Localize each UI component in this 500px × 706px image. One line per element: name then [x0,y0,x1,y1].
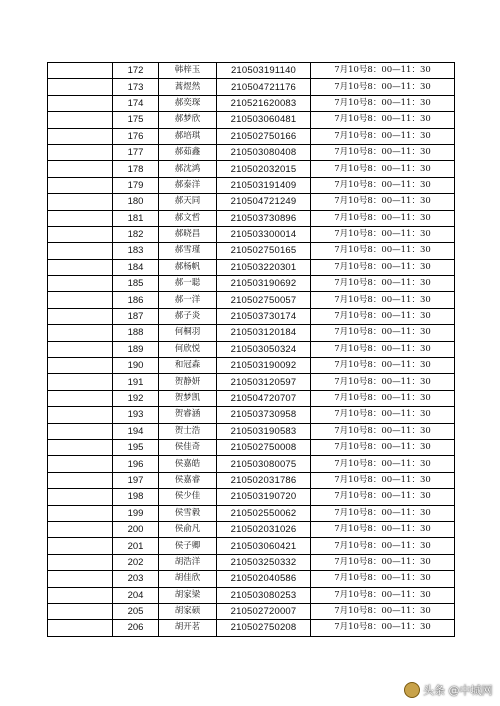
exam-id-cell: 210502040586 [217,571,311,587]
row-number-cell: 178 [113,161,159,177]
blank-cell [48,341,113,357]
row-number-cell: 182 [113,226,159,242]
student-name-cell: 郝沈鸿 [159,161,217,177]
blank-cell [48,194,113,210]
row-number-cell: 177 [113,144,159,160]
table-row [48,243,455,259]
site-logo-icon [404,682,420,698]
student-name-cell: 贺睿涵 [159,407,217,423]
student-name-cell: 胡浩洋 [159,554,217,570]
student-name-cell: 侯雪毅 [159,505,217,521]
table-row [48,374,455,390]
student-name-cell: 胡家硕 [159,603,217,619]
exam-id-cell: 210504721249 [217,194,311,210]
row-number-cell: 191 [113,374,159,390]
schedule-time-cell: 7月10号8：00—11：30 [311,390,455,406]
exam-id-cell: 210502550062 [217,505,311,521]
schedule-time-cell: 7月10号8：00—11：30 [311,587,455,603]
table-row [48,505,455,521]
schedule-time-cell: 7月10号8：00—11：30 [311,95,455,111]
row-number-cell: 194 [113,423,159,439]
table-row [48,79,455,95]
table-row [48,472,455,488]
row-number-cell: 183 [113,243,159,259]
blank-cell [48,63,113,79]
exam-id-cell: 210503080253 [217,587,311,603]
blank-cell [48,603,113,619]
blank-cell [48,276,113,292]
student-name-cell: 郝雪瑾 [159,243,217,259]
exam-id-cell: 210503060421 [217,538,311,554]
blank-cell [48,407,113,423]
schedule-time-cell: 7月10号8：00—11：30 [311,571,455,587]
blank-cell [48,472,113,488]
roster-table [47,62,455,637]
blank-cell [48,79,113,95]
student-name-cell: 侯子卿 [159,538,217,554]
student-name-cell: 郝梦欣 [159,112,217,128]
exam-id-cell: 210503300014 [217,226,311,242]
blank-cell [48,390,113,406]
blank-cell [48,325,113,341]
blank-cell [48,210,113,226]
exam-id-cell: 210503730958 [217,407,311,423]
blank-cell [48,521,113,537]
row-number-cell: 180 [113,194,159,210]
exam-id-cell: 210503050324 [217,341,311,357]
schedule-time-cell: 7月10号8：00—11：30 [311,325,455,341]
schedule-time-cell: 7月10号8：00—11：30 [311,358,455,374]
exam-id-cell: 210502031786 [217,472,311,488]
schedule-time-cell: 7月10号8：00—11：30 [311,423,455,439]
table-row [48,358,455,374]
student-name-cell: 蒿煜然 [159,79,217,95]
blank-cell [48,358,113,374]
schedule-time-cell: 7月10号8：00—11：30 [311,439,455,455]
student-name-cell: 侯嘉皓 [159,456,217,472]
student-name-cell: 郝茹鑫 [159,144,217,160]
student-name-cell: 贺梦凯 [159,390,217,406]
blank-cell [48,112,113,128]
blank-cell [48,226,113,242]
student-name-cell: 郝子炎 [159,308,217,324]
blank-cell [48,620,113,636]
blank-cell [48,292,113,308]
blank-cell [48,489,113,505]
row-number-cell: 189 [113,341,159,357]
exam-id-cell: 210504721176 [217,79,311,95]
schedule-time-cell: 7月10号8：00—11：30 [311,620,455,636]
table-row [48,95,455,111]
row-number-cell: 195 [113,439,159,455]
table-row [48,603,455,619]
exam-id-cell: 210503190720 [217,489,311,505]
watermark-text: 头条 @中城网 [423,684,493,697]
blank-cell [48,571,113,587]
blank-cell [48,423,113,439]
row-number-cell: 188 [113,325,159,341]
row-number-cell: 197 [113,472,159,488]
table-row [48,390,455,406]
blank-cell [48,95,113,111]
blank-cell [48,554,113,570]
schedule-time-cell: 7月10号8：00—11：30 [311,112,455,128]
blank-cell [48,161,113,177]
row-number-cell: 179 [113,177,159,193]
exam-id-cell: 210502750008 [217,439,311,455]
schedule-time-cell: 7月10号8：00—11：30 [311,161,455,177]
schedule-time-cell: 7月10号8：00—11：30 [311,538,455,554]
schedule-time-cell: 7月10号8：00—11：30 [311,308,455,324]
table-row [48,292,455,308]
table-row [48,128,455,144]
table-row [48,210,455,226]
table-row [48,194,455,210]
student-name-cell: 胡佳欣 [159,571,217,587]
row-number-cell: 201 [113,538,159,554]
student-name-cell: 何欣悦 [159,341,217,357]
student-name-cell: 胡开茗 [159,620,217,636]
schedule-time-cell: 7月10号8：00—11：30 [311,226,455,242]
table-row [48,276,455,292]
exam-id-cell: 210503191409 [217,177,311,193]
roster-table-body [48,63,455,637]
row-number-cell: 181 [113,210,159,226]
row-number-cell: 202 [113,554,159,570]
table-row [48,144,455,160]
row-number-cell: 200 [113,521,159,537]
table-row [48,456,455,472]
schedule-time-cell: 7月10号8：00—11：30 [311,63,455,79]
schedule-time-cell: 7月10号8：00—11：30 [311,521,455,537]
blank-cell [48,177,113,193]
table-row [48,554,455,570]
schedule-time-cell: 7月10号8：00—11：30 [311,79,455,95]
schedule-time-cell: 7月10号8：00—11：30 [311,489,455,505]
student-name-cell: 郝晓昌 [159,226,217,242]
table-row [48,587,455,603]
schedule-time-cell: 7月10号8：00—11：30 [311,505,455,521]
exam-id-cell: 210503080408 [217,144,311,160]
schedule-time-cell: 7月10号8：00—11：30 [311,407,455,423]
exam-id-cell: 210503060481 [217,112,311,128]
schedule-time-cell: 7月10号8：00—11：30 [311,128,455,144]
row-number-cell: 175 [113,112,159,128]
exam-id-cell: 210502032015 [217,161,311,177]
exam-id-cell: 210503080075 [217,456,311,472]
schedule-time-cell: 7月10号8：00—11：30 [311,341,455,357]
exam-id-cell: 210502750208 [217,620,311,636]
table-row [48,423,455,439]
blank-cell [48,243,113,259]
blank-cell [48,144,113,160]
table-row [48,571,455,587]
table-row [48,620,455,636]
schedule-time-cell: 7月10号8：00—11：30 [311,243,455,259]
table-row [48,439,455,455]
blank-cell [48,439,113,455]
table-row [48,489,455,505]
table-row [48,325,455,341]
student-name-cell: 郝泰洋 [159,177,217,193]
blank-cell [48,308,113,324]
exam-id-cell: 210503730174 [217,308,311,324]
row-number-cell: 174 [113,95,159,111]
table-row [48,226,455,242]
row-number-cell: 192 [113,390,159,406]
schedule-time-cell: 7月10号8：00—11：30 [311,194,455,210]
blank-cell [48,538,113,554]
row-number-cell: 204 [113,587,159,603]
blank-cell [48,587,113,603]
student-name-cell: 和冠森 [159,358,217,374]
exam-id-cell: 210504720707 [217,390,311,406]
schedule-time-cell: 7月10号8：00—11：30 [311,144,455,160]
schedule-time-cell: 7月10号8：00—11：30 [311,374,455,390]
schedule-time-cell: 7月10号8：00—11：30 [311,603,455,619]
row-number-cell: 196 [113,456,159,472]
table-row [48,538,455,554]
exam-id-cell: 210502720007 [217,603,311,619]
student-name-cell: 郝杨帆 [159,259,217,275]
exam-id-cell: 210502750057 [217,292,311,308]
student-name-cell: 侯少佳 [159,489,217,505]
exam-id-cell: 210502031026 [217,521,311,537]
table-row [48,341,455,357]
row-number-cell: 203 [113,571,159,587]
watermark [404,682,493,698]
row-number-cell: 190 [113,358,159,374]
table-row [48,259,455,275]
schedule-time-cell: 7月10号8：00—11：30 [311,472,455,488]
schedule-time-cell: 7月10号8：00—11：30 [311,456,455,472]
exam-id-cell: 210503120184 [217,325,311,341]
table-row [48,161,455,177]
blank-cell [48,128,113,144]
table-row [48,177,455,193]
exam-id-cell: 210503120597 [217,374,311,390]
schedule-time-cell: 7月10号8：00—11：30 [311,210,455,226]
student-name-cell: 郝文哲 [159,210,217,226]
row-number-cell: 176 [113,128,159,144]
row-number-cell: 187 [113,308,159,324]
student-name-cell: 侯佳奇 [159,439,217,455]
student-name-cell: 贺士浩 [159,423,217,439]
exam-id-cell: 210503191140 [217,63,311,79]
row-number-cell: 206 [113,620,159,636]
schedule-time-cell: 7月10号8：00—11：30 [311,554,455,570]
exam-id-cell: 210503190583 [217,423,311,439]
student-name-cell: 郝一洋 [159,292,217,308]
row-number-cell: 173 [113,79,159,95]
exam-id-cell: 210521620083 [217,95,311,111]
blank-cell [48,259,113,275]
exam-id-cell: 210503190692 [217,276,311,292]
blank-cell [48,505,113,521]
student-name-cell: 韩梓玉 [159,63,217,79]
table-row [48,63,455,79]
row-number-cell: 185 [113,276,159,292]
row-number-cell: 184 [113,259,159,275]
student-name-cell: 胡家梁 [159,587,217,603]
blank-cell [48,456,113,472]
schedule-time-cell: 7月10号8：00—11：30 [311,276,455,292]
exam-id-cell: 210502750166 [217,128,311,144]
student-name-cell: 郝培琪 [159,128,217,144]
schedule-time-cell: 7月10号8：00—11：30 [311,177,455,193]
exam-id-cell: 210503250332 [217,554,311,570]
student-name-cell: 郝天同 [159,194,217,210]
schedule-time-cell: 7月10号8：00—11：30 [311,292,455,308]
row-number-cell: 172 [113,63,159,79]
exam-id-cell: 210503220301 [217,259,311,275]
row-number-cell: 199 [113,505,159,521]
table-row [48,112,455,128]
schedule-time-cell: 7月10号8：00—11：30 [311,259,455,275]
student-name-cell: 贺静妍 [159,374,217,390]
student-name-cell: 侯嘉睿 [159,472,217,488]
row-number-cell: 198 [113,489,159,505]
exam-id-cell: 210502750165 [217,243,311,259]
table-row [48,521,455,537]
student-name-cell: 何桐羽 [159,325,217,341]
row-number-cell: 193 [113,407,159,423]
student-name-cell: 郝奕琛 [159,95,217,111]
exam-id-cell: 210503730896 [217,210,311,226]
student-name-cell: 侯俞凡 [159,521,217,537]
blank-cell [48,374,113,390]
table-row [48,308,455,324]
student-name-cell: 郝一聪 [159,276,217,292]
row-number-cell: 205 [113,603,159,619]
row-number-cell: 186 [113,292,159,308]
exam-id-cell: 210503190092 [217,358,311,374]
table-row [48,407,455,423]
